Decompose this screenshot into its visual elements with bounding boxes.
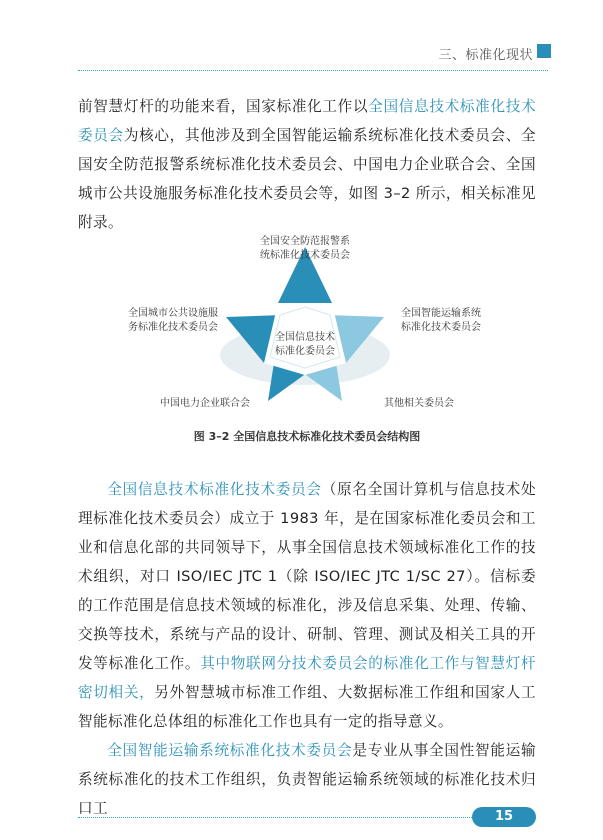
para2-highlight-committee: 全国信息技术标准化技术委员会: [107, 481, 322, 498]
figure-caption: 图 3–2 全国信息技术标准化技术委员会结构图: [193, 430, 421, 443]
label-right-committee: [391, 307, 491, 335]
para1-text-1: 前智慧灯杆的功能来看，国家标准化工作以: [78, 98, 369, 115]
label-center-committee: [270, 331, 340, 359]
label-left-committee: [123, 307, 223, 335]
label-center-line-1: 全国信息技术: [275, 332, 335, 343]
para2-text-2: 另外智慧城市标准工作组、大数据标准工作组和国家人工智能标准化总体组的标准化工作也具有一定的指导意义。: [78, 684, 536, 730]
label-left-line-1: 全国城市公共设施服: [128, 308, 218, 319]
label-left-line-2: 务标准化技术委员会: [128, 322, 218, 333]
section-header-title: 三、标准化现状: [438, 48, 533, 63]
structure-diagram: [78, 225, 536, 425]
label-bottom-left-committee: 中国电力企业联合会: [160, 398, 250, 409]
para1-highlight-committee: 全国信息技术标准化技术委员会: [78, 98, 537, 144]
label-right-line-1: 全国智能运输系统: [401, 308, 481, 319]
paragraph-committee-description: [78, 475, 536, 736]
page-number: 15: [472, 807, 536, 827]
label-top-line-2: 统标准化技术委员会: [260, 250, 350, 261]
para1-text-2: 为核心，其他涉及到全国智能运输系统标准化技术委员会、全国安全防范报警系统标准化技术委员会、中国电力企业联合会、全国城市公共设施服务标准化技术委员会等，如图 3–2 所示，相关标准见附录。: [78, 127, 536, 231]
label-top-line-1: 全国安全防范报警系: [260, 236, 350, 247]
paragraph-intro: [78, 92, 536, 237]
header-divider: [78, 70, 548, 71]
para2-highlight-iot: 其中物联网分技术委员会的标准化工作与智慧灯杆密切相关，: [78, 655, 537, 701]
label-bottom-right-committee: 其他相关委员会: [384, 398, 454, 409]
footer-divider: [78, 817, 472, 818]
label-center-line-2: 标准化委员会: [275, 346, 335, 357]
label-right-line-2: 标准化技术委员会: [401, 322, 481, 333]
label-top-committee: [255, 235, 355, 263]
para2-text-1: （原名全国计算机与信息技术处理标准化技术委员会）成立于 1983 年，是在国家标准化委员会和工业和信息化部的共同领导下，从事全国信息技术领域标准化工作的技术组织，对口 ISO/IEC JTC 1（除 ISO/IEC JTC 1/SC 27）。信标委的工作范围是信息技术领域的标准化，涉及信息采集、处理、传输、交换等技术，系统与产品的设计、研制、管理、测试及相关工具的开发等标准化工作。: [78, 481, 536, 672]
para3-text-1: 是专业从事全国性智能运输系统标准化的技术工作组织，负责智能运输系统领域的标准化技术归口工: [78, 742, 536, 817]
paragraph-its-committee: [78, 736, 536, 823]
para3-highlight-committee: 全国智能运输系统标准化技术委员会: [107, 742, 353, 759]
header-accent-square: [537, 44, 551, 58]
